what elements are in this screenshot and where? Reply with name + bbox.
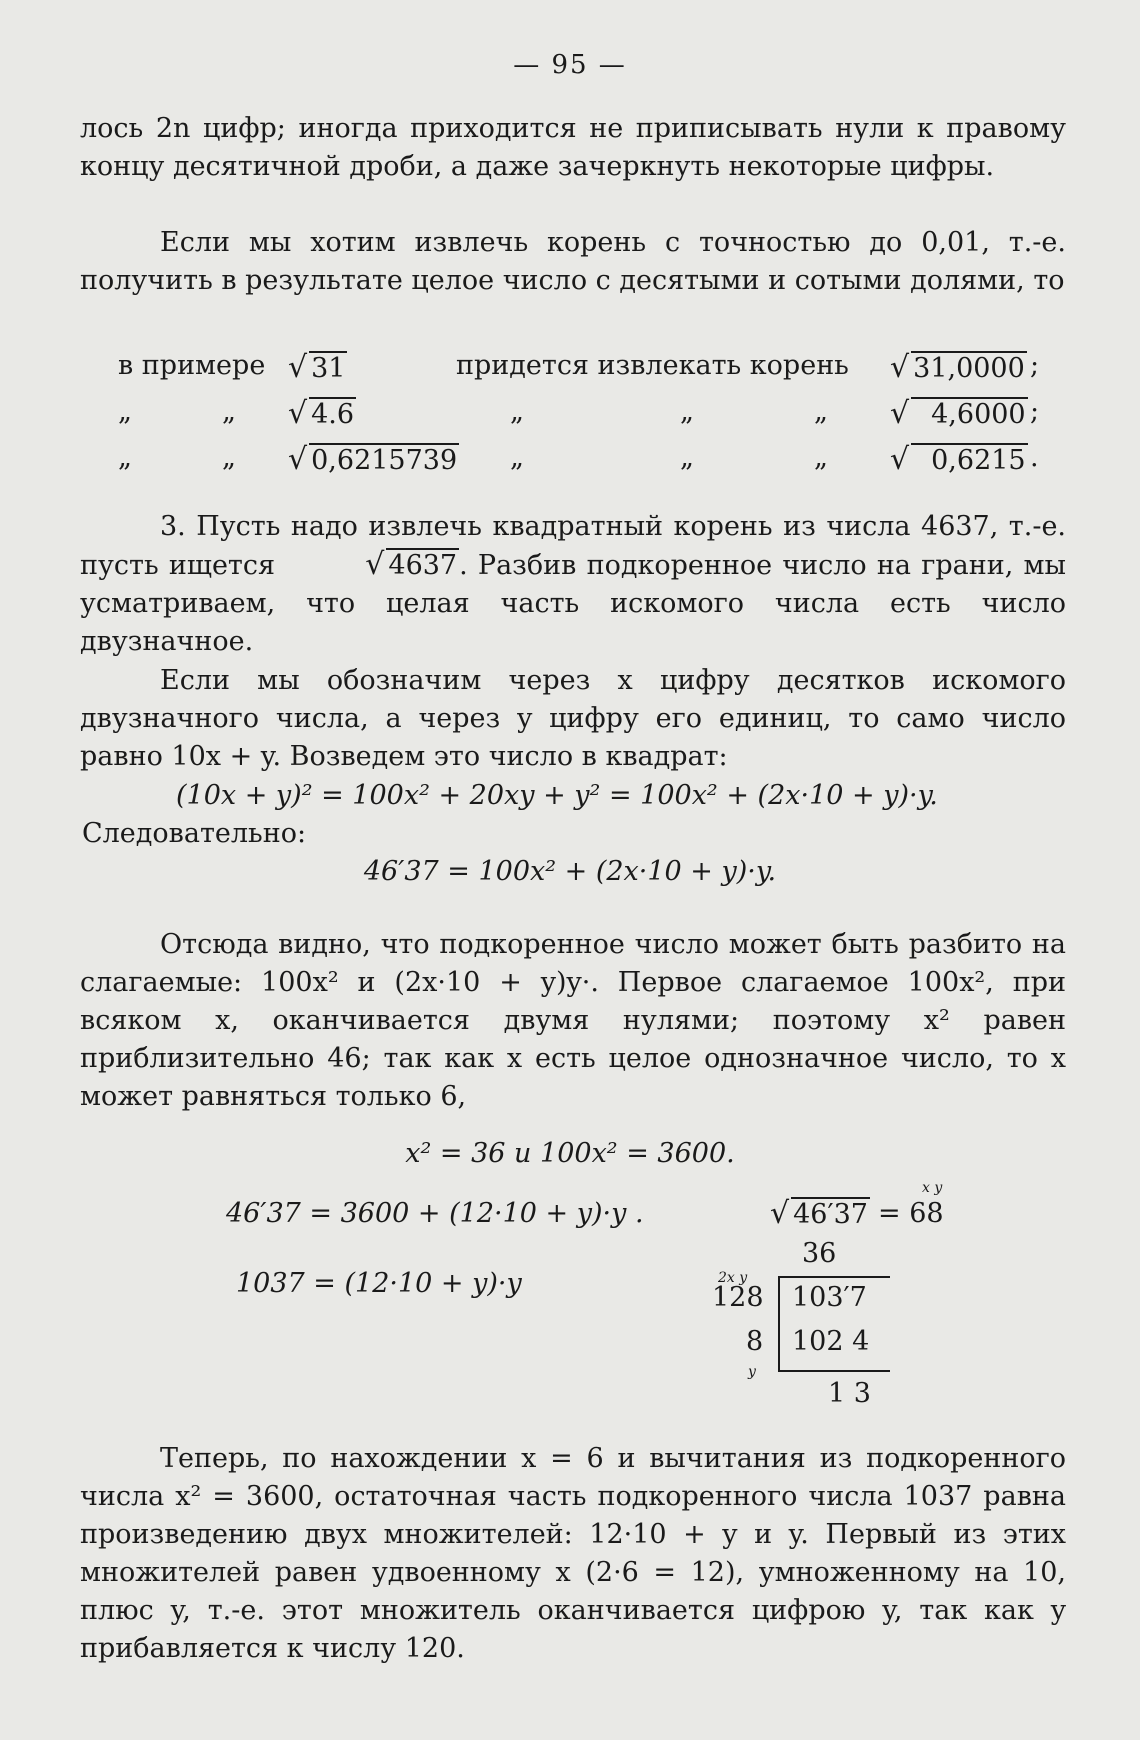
calc-y-label: y (748, 1364, 756, 1380)
calc-1037: 103′7 (792, 1282, 867, 1313)
ditto-5: „ (814, 396, 828, 427)
row2-end: ; (1030, 396, 1040, 427)
ditto-8: „ (510, 442, 524, 473)
example-label: в примере (118, 350, 266, 381)
row3-end: . (1030, 442, 1039, 473)
page-number: — 95 — (513, 50, 627, 80)
ditto-3: „ (510, 396, 524, 427)
calc-xy-label: x y (922, 1180, 943, 1196)
paragraph-5-text: Отсюда видно, что подкоренное число может быть разбито на слагаемые: 100x² и (2x·10 + y)y·. Первое слагаемое 100x², при всяком x, оканчивается двумя нулями; поэтому x² равен приблизительно 46; так как x есть целое однозначное число, то x может равняться только 6, (80, 929, 1066, 1112)
calc-rule-2 (780, 1370, 890, 1372)
radical-4-6000: √ 4,6000 (890, 396, 1026, 431)
ditto-7: „ (222, 442, 236, 473)
equation-3: x² = 36 и 100x² = 3600. (405, 1138, 735, 1169)
ditto-1: „ (118, 396, 132, 427)
calc-2xy-label: 2x y (718, 1270, 748, 1286)
paragraph-6 (80, 1440, 1066, 1668)
row1-end: ; (1030, 350, 1040, 381)
example-mid-text: придется извлекать корень (456, 350, 849, 381)
paragraph-3-text: 3. Пусть надо извлечь квадратный корень из числа 4637, т.-е. пусть ищется √ 4637. Разбив подкоренное число на грани, мы усматриваем, что целая часть искомого числа есть число двузначное. (80, 511, 1067, 657)
radical-31-0000: √ 31,0000 (890, 350, 1025, 385)
calc-1024: 102 4 (792, 1326, 870, 1357)
calc-36: 36 (802, 1238, 837, 1269)
ditto-10: „ (814, 442, 828, 473)
paragraph-1-text: лось 2n цифр; иногда приходится не приписывать нули к правому концу десятичной дроби, а даже зачеркнуть некоторые цифры. (80, 113, 1066, 182)
calc-radical: √ 46′37 (770, 1196, 868, 1231)
paragraph-6-text: Теперь, по нахождении x = 6 и вычитания из подкоренного числа x² = 3600, остаточная часть подкоренного числа 1037 равна произведению двух множителей: 12·10 + y и y. Первый из этих множителей равен удвоенному x (2·6 = 12), умноженному на 10, плюс y, т.-е. этот множитель оканчивается цифрою y, так как y прибавляется к числу 120. (80, 1443, 1066, 1664)
paragraph-4 (80, 662, 1066, 776)
radical-4637: √ 4637 (365, 547, 458, 582)
calc-rule-1 (780, 1276, 890, 1278)
equation-5: 1037 = (12·10 + y)·y (236, 1268, 522, 1299)
calc-13: 1 3 (828, 1378, 871, 1409)
paragraph-5 (80, 926, 1066, 1116)
ditto-2: „ (222, 396, 236, 427)
calc-vertical-rule (778, 1276, 780, 1372)
paragraph-1 (80, 110, 1066, 186)
equation-2: 46′37 = 100x² + (2x·10 + y)·y. (363, 856, 777, 887)
sledovatelno-label: Следовательно: (82, 818, 307, 849)
paragraph-2 (80, 224, 1066, 300)
paragraph-3 (80, 508, 1066, 661)
calc-result: = 68 (878, 1198, 944, 1229)
paragraph-2-text: Если мы хотим извлечь корень с точностью до 0,01, т.-е. получить в результате целое число с десятыми и сотыми долями, то (80, 227, 1066, 296)
radical-0-6215739: √ 0,6215739 (288, 442, 458, 477)
ditto-9: „ (680, 442, 694, 473)
radical-4-6: √ 4.6 (288, 396, 355, 431)
calc-8: 8 (746, 1326, 764, 1357)
equation-4: 46′37 = 3600 + (12·10 + y)·y . (226, 1198, 644, 1229)
radical-31: √ 31 (288, 350, 346, 385)
equation-1: (10x + y)² = 100x² + 20xy + y² = 100x² + (2x·10 + y)·y. (176, 780, 938, 811)
ditto-6: „ (118, 442, 132, 473)
calc-128: 128 (712, 1282, 764, 1313)
paragraph-4-text: Если мы обозначим через x цифру десятков искомого двузначного числа, а через y цифру его единиц, то само число равно 10x + y. Возведем это число в квадрат: (80, 665, 1066, 772)
ditto-4: „ (680, 396, 694, 427)
radical-0-6215: √ 0,6215 (890, 442, 1026, 477)
